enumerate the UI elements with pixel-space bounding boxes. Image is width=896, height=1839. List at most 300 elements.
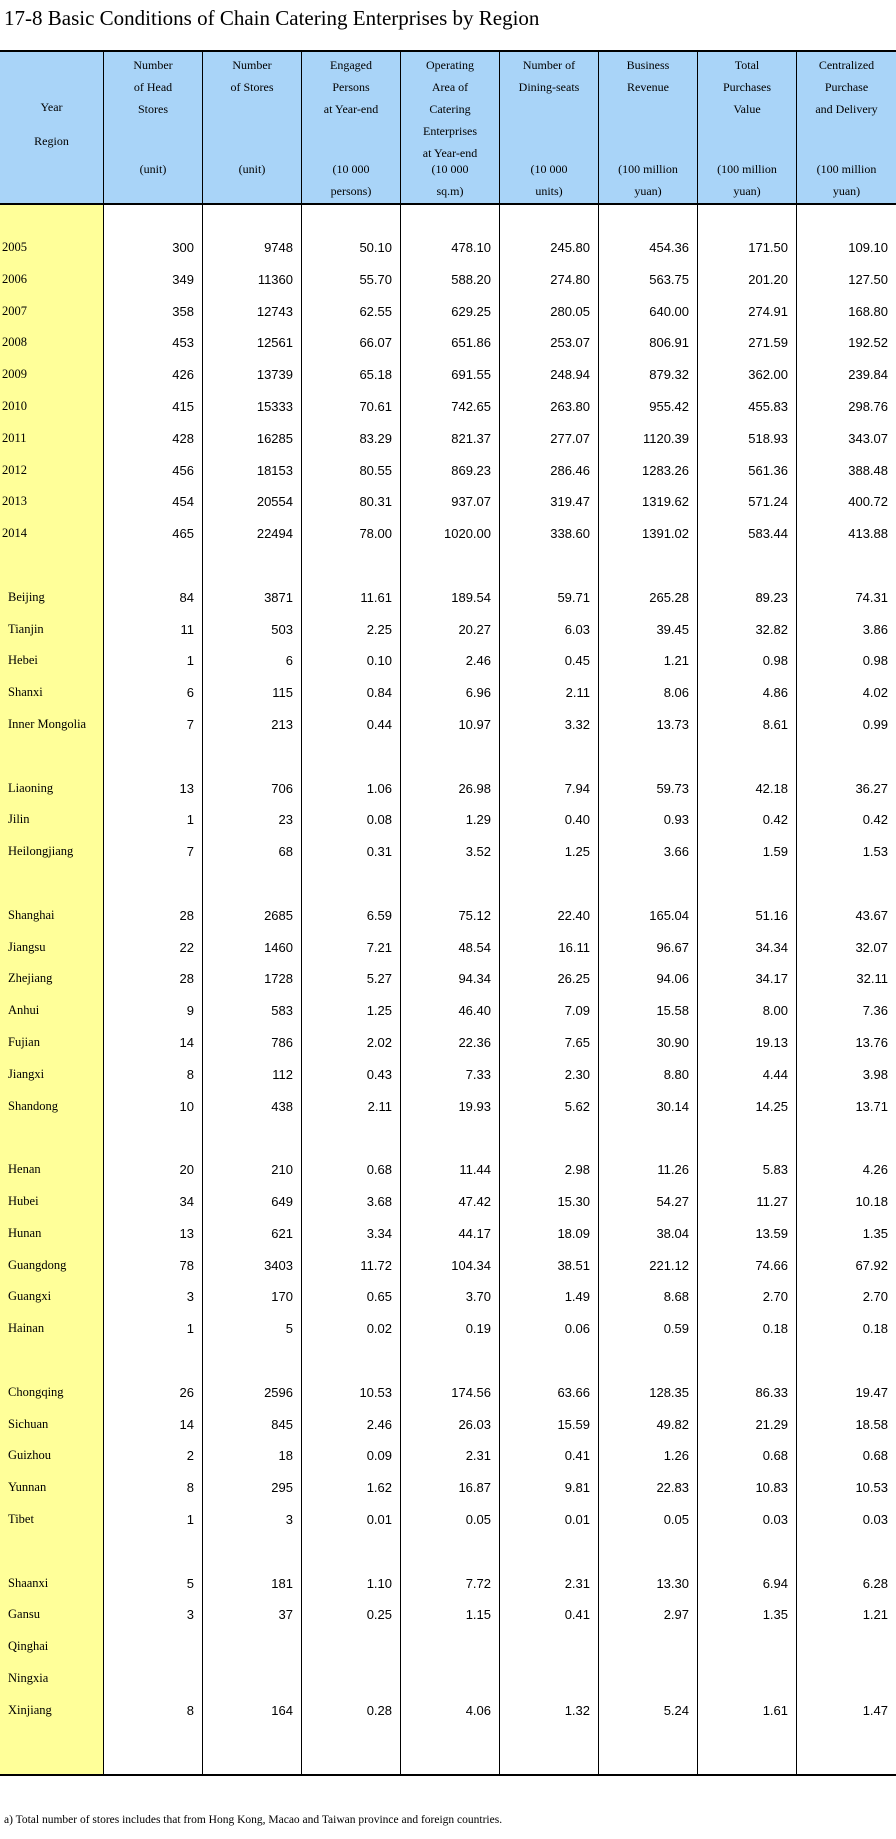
region-name: Jiangxi xyxy=(8,1067,45,1081)
region-name: Gansu xyxy=(8,1607,40,1621)
column-header-label-line: Centralized xyxy=(818,58,875,72)
table-cell: 59.73 xyxy=(656,781,689,796)
table-cell: 571.24 xyxy=(748,494,788,509)
table-cell: 28 xyxy=(179,908,194,923)
table-cell: 1.62 xyxy=(366,1480,392,1495)
year-label: 2013 xyxy=(2,494,27,508)
table-cell: 6 xyxy=(186,685,194,700)
table-cell: 1.25 xyxy=(564,844,590,859)
year-label: 2006 xyxy=(2,272,27,286)
region-name: Yunnan xyxy=(8,1480,47,1494)
table-cell: 18.58 xyxy=(855,1417,888,1432)
table-cell: 3.34 xyxy=(366,1226,392,1241)
table-cell: 7.09 xyxy=(564,1003,590,1018)
column-header-unit-line: yuan) xyxy=(832,184,861,198)
table-cell: 271.59 xyxy=(748,335,788,350)
column-header-label-line: Number of xyxy=(522,58,576,72)
table-cell: 37 xyxy=(278,1607,293,1622)
table-cell: 11.72 xyxy=(360,1258,392,1273)
table-cell: 0.44 xyxy=(366,717,392,732)
table-cell: 5.62 xyxy=(564,1099,590,1114)
table-cell: 10.18 xyxy=(855,1194,888,1209)
table-cell: 7 xyxy=(186,844,194,859)
table-cell: 66.07 xyxy=(359,335,392,350)
table-cell: 338.60 xyxy=(550,526,590,541)
table-cell: 75.12 xyxy=(458,908,491,923)
year-label: 2014 xyxy=(2,526,27,540)
table-cell: 78.00 xyxy=(359,526,392,541)
table-cell: 1.21 xyxy=(862,1607,888,1622)
year-label: 2011 xyxy=(2,431,27,445)
table-row xyxy=(0,1035,896,1055)
table-cell: 6.94 xyxy=(762,1576,788,1591)
table-row xyxy=(0,1067,896,1087)
table-cell: 13.30 xyxy=(656,1576,689,1591)
table-cell: 181 xyxy=(271,1576,293,1591)
table-cell: 20554 xyxy=(256,494,293,509)
table-cell: 128.35 xyxy=(649,1385,689,1400)
table-cell: 0.01 xyxy=(564,1512,590,1527)
table-cell: 42.18 xyxy=(755,781,788,796)
table-cell: 51.16 xyxy=(755,908,788,923)
table-cell: 1 xyxy=(186,812,194,827)
table-cell: 295 xyxy=(271,1480,293,1495)
table-cell: 1460 xyxy=(264,940,293,955)
table-cell: 10 xyxy=(179,1099,194,1114)
table-cell: 11.27 xyxy=(756,1194,788,1209)
table-cell: 563.75 xyxy=(649,272,689,287)
table-cell: 22.36 xyxy=(458,1035,491,1050)
table-cell: 0.42 xyxy=(762,812,788,827)
table-cell: 239.84 xyxy=(848,367,888,382)
column-header-label-line: Engaged xyxy=(330,58,372,72)
table-cell: 0.02 xyxy=(366,1321,392,1336)
table-cell: 89.23 xyxy=(755,590,788,605)
table-cell: 18153 xyxy=(256,463,293,478)
table-cell: 3 xyxy=(285,1512,293,1527)
table-cell: 13739 xyxy=(256,367,293,382)
table-cell: 2596 xyxy=(264,1385,293,1400)
footnote: a) Total number of stores includes that from Hong Kong, Macao and Taiwan province and foreign countries. xyxy=(4,1814,503,1826)
table-cell: 26.98 xyxy=(458,781,491,796)
table-row xyxy=(0,1576,896,1596)
table-cell: 7.33 xyxy=(465,1067,491,1082)
column-header-label-line: Operating xyxy=(426,58,474,72)
region-name: Beijing xyxy=(8,590,45,604)
table-cell: 518.93 xyxy=(748,431,788,446)
table-cell: 415 xyxy=(172,399,194,414)
column-header-unit-line: (10 000 xyxy=(332,162,370,176)
table-cell: 14 xyxy=(179,1417,194,1432)
region-name: Jilin xyxy=(8,812,30,826)
data-table xyxy=(0,50,896,1775)
table-cell: 343.07 xyxy=(848,431,888,446)
column-header-label-line: at Year-end xyxy=(323,102,379,116)
table-cell: 32.82 xyxy=(755,622,788,637)
table-cell: 640.00 xyxy=(649,304,689,319)
table-cell: 8 xyxy=(186,1480,194,1495)
table-cell: 14 xyxy=(179,1035,194,1050)
table-cell: 3871 xyxy=(264,590,293,605)
table-cell: 588.20 xyxy=(451,272,491,287)
table-cell: 14.25 xyxy=(755,1099,788,1114)
region-name: Ningxia xyxy=(8,1671,49,1685)
region-name: Heilongjiang xyxy=(8,844,74,858)
table-cell: 0.40 xyxy=(564,812,590,827)
table-cell: 4.02 xyxy=(862,685,888,700)
column-header-unit-line: persons) xyxy=(330,184,372,198)
region-name: Hubei xyxy=(8,1194,39,1208)
table-cell: 1.49 xyxy=(564,1289,590,1304)
table-cell: 19.47 xyxy=(855,1385,888,1400)
table-cell: 651.86 xyxy=(451,335,491,350)
table-cell: 0.08 xyxy=(366,812,392,827)
table-cell: 3.98 xyxy=(862,1067,888,1082)
table-cell: 0.10 xyxy=(366,653,392,668)
table-cell: 11 xyxy=(180,622,194,637)
table-row xyxy=(0,367,896,387)
column-header-unit-line: (100 million xyxy=(618,162,678,176)
table-row xyxy=(0,717,896,737)
table-cell: 7.72 xyxy=(465,1576,491,1591)
column-header xyxy=(797,52,896,203)
region-name: Sichuan xyxy=(8,1417,49,1431)
table-row xyxy=(0,908,896,928)
table-cell: 2.02 xyxy=(366,1035,392,1050)
table-cell: 10.97 xyxy=(458,717,491,732)
region-name: Shanghai xyxy=(8,908,55,922)
table-cell: 691.55 xyxy=(451,367,491,382)
column-header xyxy=(401,52,499,203)
region-name: Guangdong xyxy=(8,1258,67,1272)
table-cell: 189.54 xyxy=(451,590,491,605)
table-cell: 50.10 xyxy=(359,240,392,255)
table-cell: 1728 xyxy=(264,971,293,986)
table-cell: 62.55 xyxy=(359,304,392,319)
table-cell: 30.14 xyxy=(656,1099,689,1114)
table-cell: 12743 xyxy=(256,304,293,319)
table-cell: 0.09 xyxy=(366,1448,392,1463)
table-cell: 0.59 xyxy=(663,1321,689,1336)
table-cell: 70.61 xyxy=(359,399,392,414)
table-cell: 4.44 xyxy=(762,1067,788,1082)
table-cell: 937.07 xyxy=(451,494,491,509)
table-cell: 0.65 xyxy=(366,1289,392,1304)
table-cell: 26 xyxy=(179,1385,194,1400)
table-cell: 43.67 xyxy=(855,908,888,923)
table-cell: 8.06 xyxy=(663,685,689,700)
region-name: Shanxi xyxy=(8,685,43,699)
table-cell: 10.53 xyxy=(359,1385,392,1400)
table-cell: 0.93 xyxy=(663,812,689,827)
table-cell: 0.68 xyxy=(862,1448,888,1463)
table-cell: 38.51 xyxy=(557,1258,590,1273)
column-header-label-line: Revenue xyxy=(627,80,669,94)
table-cell: 7.94 xyxy=(564,781,590,796)
table-row xyxy=(0,812,896,832)
table-cell: 48.54 xyxy=(458,940,491,955)
table-cell: 362.00 xyxy=(748,367,788,382)
table-cell: 0.31 xyxy=(366,844,392,859)
table-cell: 0.98 xyxy=(762,653,788,668)
table-cell: 115 xyxy=(272,685,293,700)
table-cell: 221.12 xyxy=(649,1258,689,1273)
table-cell: 96.67 xyxy=(656,940,689,955)
table-cell: 171.50 xyxy=(748,240,788,255)
table-cell: 3 xyxy=(186,1289,194,1304)
column-header-unit-line: (100 million xyxy=(717,162,777,176)
column-header-label-line: Stores xyxy=(138,102,168,116)
table-cell: 18.09 xyxy=(557,1226,590,1241)
table-cell: 83.29 xyxy=(359,431,392,446)
table-cell: 274.91 xyxy=(748,304,788,319)
table-cell: 6 xyxy=(285,653,293,668)
region-name: Henan xyxy=(8,1162,41,1176)
table-cell: 174.56 xyxy=(451,1385,491,1400)
table-cell: 22 xyxy=(179,940,194,955)
table-cell: 706 xyxy=(271,781,293,796)
table-cell: 3.68 xyxy=(366,1194,392,1209)
table-cell: 34 xyxy=(179,1194,194,1209)
table-cell: 7 xyxy=(186,717,194,732)
table-row xyxy=(0,463,896,483)
table-cell: 1.21 xyxy=(663,653,689,668)
table-cell: 5.27 xyxy=(366,971,392,986)
table-cell: 455.83 xyxy=(748,399,788,414)
table-cell: 2.31 xyxy=(564,1576,590,1591)
table-cell: 2.70 xyxy=(762,1289,788,1304)
table-row xyxy=(0,844,896,864)
table-cell: 1.15 xyxy=(465,1607,491,1622)
table-cell: 9748 xyxy=(264,240,293,255)
table-row xyxy=(0,1512,896,1532)
table-cell: 263.80 xyxy=(550,399,590,414)
table-cell: 3403 xyxy=(264,1258,293,1273)
column-header xyxy=(599,52,697,203)
table-cell: 1.61 xyxy=(762,1703,788,1718)
table-cell: 21.29 xyxy=(755,1417,788,1432)
table-cell: 1391.02 xyxy=(642,526,689,541)
table-cell: 0.41 xyxy=(564,1448,590,1463)
table-cell: 955.42 xyxy=(649,399,689,414)
table-cell: 46.40 xyxy=(458,1003,491,1018)
table-cell: 74.66 xyxy=(755,1258,788,1273)
table-cell: 453 xyxy=(172,335,194,350)
table-cell: 1.25 xyxy=(366,1003,392,1018)
table-cell: 388.48 xyxy=(848,463,888,478)
table-cell: 742.65 xyxy=(451,399,491,414)
table-cell: 426 xyxy=(172,367,194,382)
year-label: 2008 xyxy=(2,335,27,349)
table-cell: 0.01 xyxy=(366,1512,392,1527)
table-row xyxy=(0,1258,896,1278)
table-cell: 3 xyxy=(186,1607,194,1622)
table-cell: 2 xyxy=(186,1448,194,1463)
table-cell: 2.11 xyxy=(367,1099,392,1114)
region-name: Hunan xyxy=(8,1226,42,1240)
table-cell: 36.27 xyxy=(855,781,888,796)
table-cell: 165.04 xyxy=(649,908,689,923)
column-header-unit-line: (100 million xyxy=(816,162,877,176)
table-cell: 2.97 xyxy=(663,1607,689,1622)
table-cell: 16285 xyxy=(256,431,293,446)
region-name: Qinghai xyxy=(8,1639,49,1653)
table-cell: 1.26 xyxy=(663,1448,689,1463)
table-cell: 649 xyxy=(271,1194,293,1209)
column-header-unit-line: yuan) xyxy=(634,184,662,198)
table-cell: 16.11 xyxy=(558,940,590,955)
table-cell: 16.87 xyxy=(458,1480,491,1495)
table-cell: 0.25 xyxy=(366,1607,392,1622)
table-cell: 109.10 xyxy=(848,240,888,255)
table-cell: 2.98 xyxy=(564,1162,590,1177)
table-cell: 478.10 xyxy=(451,240,491,255)
table-cell: 68 xyxy=(278,844,293,859)
table-cell: 2.31 xyxy=(465,1448,491,1463)
table-cell: 2.11 xyxy=(565,685,590,700)
table-cell: 0.05 xyxy=(663,1512,689,1527)
table-cell: 0.03 xyxy=(762,1512,788,1527)
region-name: Hebei xyxy=(8,653,38,667)
table-cell: 1.47 xyxy=(862,1703,888,1718)
table-cell: 59.71 xyxy=(557,590,590,605)
table-cell: 300 xyxy=(172,240,194,255)
table-row xyxy=(0,1417,896,1437)
table-cell: 26.03 xyxy=(458,1417,491,1432)
table-row xyxy=(0,399,896,419)
table-cell: 4.26 xyxy=(862,1162,888,1177)
region-name: Chongqing xyxy=(8,1385,64,1399)
table-cell: 10.83 xyxy=(755,1480,788,1495)
table-cell: 13.59 xyxy=(755,1226,788,1241)
table-cell: 7.21 xyxy=(366,940,392,955)
table-cell: 22494 xyxy=(256,526,293,541)
table-row xyxy=(0,1703,896,1723)
table-cell: 54.27 xyxy=(656,1194,689,1209)
table-cell: 1.06 xyxy=(366,781,392,796)
table-cell: 2.46 xyxy=(366,1417,392,1432)
table-row xyxy=(0,431,896,451)
table-cell: 5.83 xyxy=(762,1162,788,1177)
table-cell: 39.45 xyxy=(656,622,689,637)
table-cell: 454.36 xyxy=(649,240,689,255)
table-cell: 74.31 xyxy=(855,590,888,605)
table-cell: 8.68 xyxy=(663,1289,689,1304)
table-row xyxy=(0,653,896,673)
table-cell: 80.55 xyxy=(359,463,392,478)
region-name: Shaanxi xyxy=(8,1576,49,1590)
table-cell: 1 xyxy=(186,653,194,668)
region-name: Hainan xyxy=(8,1321,45,1335)
table-cell: 265.28 xyxy=(649,590,689,605)
table-cell: 63.66 xyxy=(557,1385,590,1400)
region-name: Fujian xyxy=(8,1035,40,1049)
table-cell: 13 xyxy=(179,1226,194,1241)
table-cell: 2.30 xyxy=(564,1067,590,1082)
header-region-label: Region xyxy=(34,134,69,148)
table-cell: 2685 xyxy=(264,908,293,923)
table-cell: 11360 xyxy=(257,272,293,287)
column-header xyxy=(500,52,598,203)
table-cell: 253.07 xyxy=(550,335,590,350)
table-cell: 465 xyxy=(172,526,194,541)
table-cell: 286.46 xyxy=(550,463,590,478)
table-cell: 8.00 xyxy=(762,1003,788,1018)
table-cell: 78 xyxy=(179,1258,194,1273)
table-bottom-rule xyxy=(0,1774,896,1776)
table-cell: 7.65 xyxy=(564,1035,590,1050)
table-cell: 34.17 xyxy=(755,971,788,986)
table-cell: 454 xyxy=(172,494,194,509)
table-cell: 112 xyxy=(272,1067,293,1082)
table-row xyxy=(0,971,896,991)
column-header-label-line: of Head xyxy=(133,80,173,94)
column-header-unit-line: yuan) xyxy=(733,184,761,198)
table-cell: 5 xyxy=(285,1321,293,1336)
table-cell: 168.80 xyxy=(848,304,888,319)
table-row xyxy=(0,1321,896,1341)
table-cell: 94.34 xyxy=(458,971,491,986)
table-cell: 879.32 xyxy=(649,367,689,382)
table-cell: 55.70 xyxy=(359,272,392,287)
table-cell: 210 xyxy=(271,1162,293,1177)
table-cell: 583.44 xyxy=(748,526,788,541)
table-cell: 80.31 xyxy=(359,494,392,509)
table-cell: 1020.00 xyxy=(444,526,491,541)
table-cell: 2.25 xyxy=(366,622,392,637)
table-cell: 869.23 xyxy=(451,463,491,478)
table-cell: 65.18 xyxy=(359,367,392,382)
table-cell: 0.28 xyxy=(366,1703,392,1718)
table-row xyxy=(0,781,896,801)
table-cell: 10.53 xyxy=(855,1480,888,1495)
table-cell: 358 xyxy=(172,304,194,319)
table-cell: 47.42 xyxy=(458,1194,491,1209)
table-cell: 5.24 xyxy=(663,1703,689,1718)
table-cell: 3.32 xyxy=(564,717,590,732)
table-cell: 7.36 xyxy=(862,1003,888,1018)
table-cell: 6.03 xyxy=(564,622,590,637)
table-row xyxy=(0,1226,896,1246)
table-cell: 8 xyxy=(186,1067,194,1082)
table-cell: 13.76 xyxy=(855,1035,888,1050)
table-cell: 1.53 xyxy=(862,844,888,859)
column-header-label-line: at Year-end xyxy=(422,146,478,160)
table-row xyxy=(0,622,896,642)
table-cell: 1 xyxy=(186,1512,194,1527)
table-cell: 0.05 xyxy=(465,1512,491,1527)
table-cell: 22.83 xyxy=(656,1480,689,1495)
table-cell: 413.88 xyxy=(848,526,888,541)
table-cell: 400.72 xyxy=(848,494,888,509)
table-cell: 9.81 xyxy=(564,1480,590,1495)
table-cell: 245.80 xyxy=(550,240,590,255)
table-cell: 213 xyxy=(271,717,293,732)
column-header-unit-line: (unit) xyxy=(238,162,266,176)
table-cell: 11.26 xyxy=(657,1162,689,1177)
table-cell: 2.46 xyxy=(465,653,491,668)
table-cell: 19.93 xyxy=(458,1099,491,1114)
year-label: 2005 xyxy=(2,240,27,254)
table-cell: 127.50 xyxy=(848,272,888,287)
table-cell: 845 xyxy=(271,1417,293,1432)
table-cell: 15.30 xyxy=(557,1194,590,1209)
table-cell: 0.43 xyxy=(366,1067,392,1082)
column-header-unit-line: (unit) xyxy=(139,162,167,176)
table-cell: 49.82 xyxy=(656,1417,689,1432)
table-cell: 8 xyxy=(186,1703,194,1718)
table-cell: 8.61 xyxy=(762,717,788,732)
